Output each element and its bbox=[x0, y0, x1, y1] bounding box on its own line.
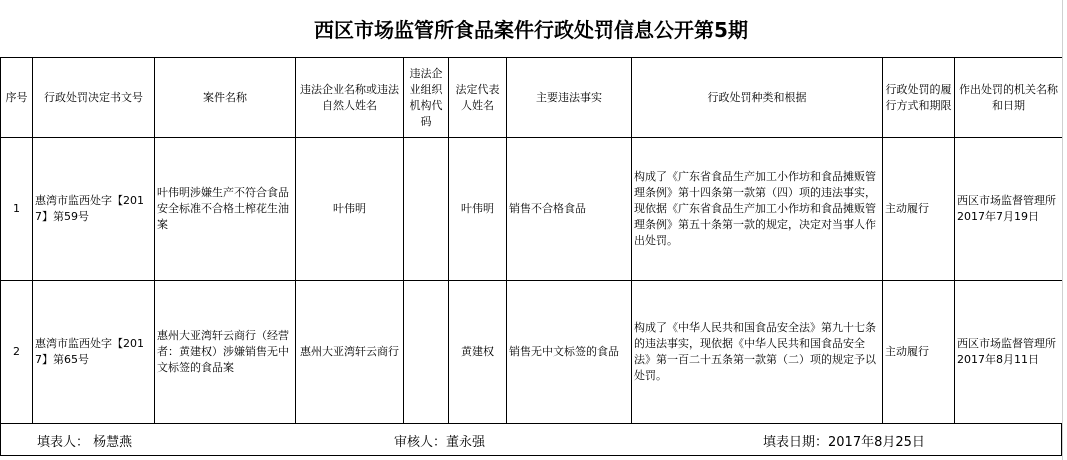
cell-penalty-basis[interactable]: 构成了《广东省食品生产加工小作坊和食品摊贩管理条例》第十四条第一款第（四）项的违法事实，现依据《广东省食品生产加工小作坊和食品摊贩管理条例》第五十条第一款的规定，决定对当事人作出处罚。 bbox=[632, 138, 883, 281]
header-cell-case-name[interactable]: 案件名称 bbox=[155, 58, 296, 138]
table-row bbox=[1, 138, 1063, 281]
table-header-row bbox=[1, 58, 1063, 138]
fill-date-label[interactable]: 填表日期：2017年8月25日 bbox=[763, 435, 925, 450]
filler-label[interactable]: 填表人： 杨慧燕 bbox=[37, 435, 133, 450]
reviewer-label[interactable]: 审核人：董永强 bbox=[394, 435, 486, 450]
cell-main-facts[interactable]: 销售不合格食品 bbox=[507, 138, 632, 281]
cell-execution-method[interactable]: 主动履行 bbox=[883, 281, 955, 424]
cell-execution-method[interactable]: 主动履行 bbox=[883, 138, 955, 281]
cell-serial-no[interactable]: 2 bbox=[1, 281, 33, 424]
header-cell-execution-method[interactable]: 行政处罚的履行方式和期限 bbox=[883, 58, 955, 138]
cell-serial-no[interactable]: 1 bbox=[1, 138, 33, 281]
cell-legal-rep[interactable]: 叶伟明 bbox=[449, 138, 507, 281]
page-title: 西区市场监管所食品案件行政处罚信息公开第5期 bbox=[314, 18, 748, 42]
penalty-info-table bbox=[0, 57, 1063, 424]
cell-authority-date[interactable]: 西区市场监督管理所2017年7月19日 bbox=[955, 138, 1063, 281]
header-cell-org-code[interactable]: 违法企业组织机构代码 bbox=[404, 58, 449, 138]
header-cell-decision-doc-no[interactable]: 行政处罚决定书文号 bbox=[33, 58, 155, 138]
cell-penalty-basis[interactable]: 构成了《中华人民共和国食品安全法》第九十七条的违法事实，现依据《中华人民共和国食品安全法》第一百二十五条第一款第（二）项的规定予以处罚。 bbox=[632, 281, 883, 424]
header-cell-penalty-basis[interactable]: 行政处罚种类和根据 bbox=[632, 58, 883, 138]
cell-decision-doc-no[interactable]: 惠湾市监西处字【2017】第59号 bbox=[33, 138, 155, 281]
empty-column-edge bbox=[1062, 0, 1067, 460]
header-cell-serial-no[interactable]: 序号 bbox=[1, 58, 33, 138]
cell-org-code[interactable] bbox=[404, 138, 449, 281]
cell-decision-doc-no[interactable]: 惠湾市监西处字【2017】第65号 bbox=[33, 281, 155, 424]
cell-legal-rep[interactable]: 黄建权 bbox=[449, 281, 507, 424]
header-cell-legal-rep[interactable]: 法定代表人姓名 bbox=[449, 58, 507, 138]
cell-authority-date[interactable]: 西区市场监督管理所2017年8月11日 bbox=[955, 281, 1063, 424]
table-row bbox=[1, 281, 1063, 424]
table-footer bbox=[0, 423, 1062, 456]
cell-offender-name[interactable]: 惠州大亚湾轩云商行 bbox=[296, 281, 404, 424]
cell-org-code[interactable] bbox=[404, 281, 449, 424]
header-cell-authority-date[interactable]: 作出处罚的机关名称和日期 bbox=[955, 58, 1063, 138]
header-cell-main-facts[interactable]: 主要违法事实 bbox=[507, 58, 632, 138]
cell-offender-name[interactable]: 叶伟明 bbox=[296, 138, 404, 281]
cell-main-facts[interactable]: 销售无中文标签的食品 bbox=[507, 281, 632, 424]
cell-case-name[interactable]: 叶伟明涉嫌生产不符合食品安全标准不合格土榨花生油案 bbox=[155, 138, 296, 281]
cell-case-name[interactable]: 惠州大亚湾轩云商行（经营者：黄建权）涉嫌销售无中文标签的食品案 bbox=[155, 281, 296, 424]
header-cell-offender-name[interactable]: 违法企业名称或违法自然人姓名 bbox=[296, 58, 404, 138]
